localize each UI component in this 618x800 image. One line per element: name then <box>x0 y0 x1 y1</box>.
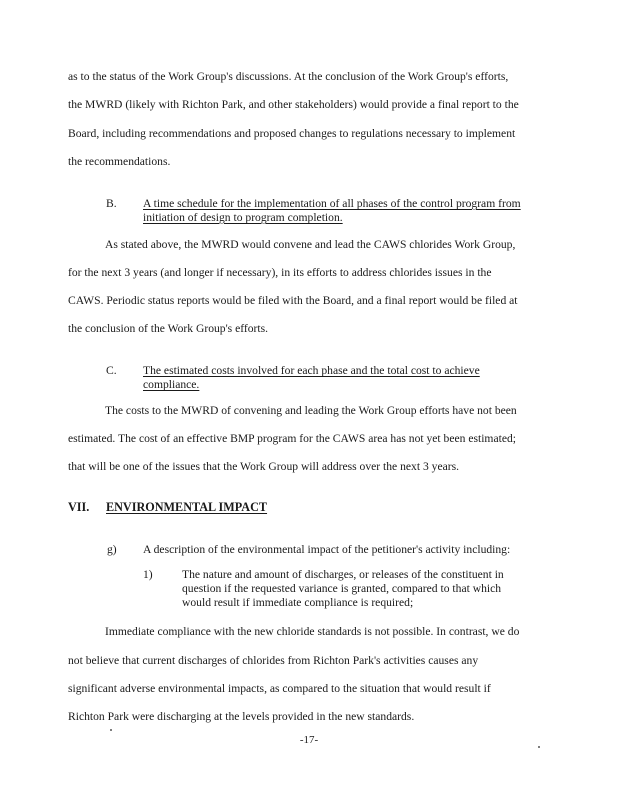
section-c-body-line: estimated. The cost of an effective BMP program for the CAWS area has not yet been estimated; <box>68 432 516 445</box>
section-c-body-line: The costs to the MWRD of convening and leading the Work Group efforts have not been <box>105 404 517 417</box>
final-paragraph-line: Immediate compliance with the new chloride standards is not possible. In contrast, we do <box>105 625 520 638</box>
section-c-marker: C. <box>106 364 117 377</box>
item-1-line: question if the requested variance is granted, compared to that which <box>182 582 502 595</box>
final-paragraph-line: significant adverse environmental impacts, as compared to the situation that would result if <box>68 682 491 695</box>
intro-line: as to the status of the Work Group's discussions. At the conclusion of the Work Group's efforts, <box>68 70 509 83</box>
section-c-title-line: The estimated costs involved for each phase and the total cost to achieve <box>143 364 480 377</box>
item-1-line: would result if immediate compliance is required; <box>182 596 414 609</box>
intro-line: Board, including recommendations and proposed changes to regulations necessary to implement <box>68 127 516 140</box>
page-number: -17- <box>299 734 319 746</box>
intro-line: the recommendations. <box>68 155 171 168</box>
section-c-title-line: compliance. <box>143 378 200 391</box>
item-1-marker: 1) <box>143 568 153 581</box>
section-b-body-line: the conclusion of the Work Group's efforts. <box>68 322 269 335</box>
section-b-title-line: A time schedule for the implementation of all phases of the control program from <box>143 197 521 210</box>
section-vii-number: VII. <box>68 500 90 514</box>
item-g-marker: g) <box>107 543 117 556</box>
scan-speck <box>110 729 112 731</box>
section-b-body-line: for the next 3 years (and longer if necessary), in its efforts to address chlorides issues in the <box>68 266 492 279</box>
final-paragraph-line: Richton Park were discharging at the levels provided in the new standards. <box>68 710 415 723</box>
section-c-body-line: that will be one of the issues that the Work Group will address over the next 3 years. <box>68 460 460 473</box>
item-g-text: A description of the environmental impact of the petitioner's activity including: <box>143 543 511 556</box>
section-vii-title: ENVIRONMENTAL IMPACT <box>106 500 268 514</box>
item-1-line: The nature and amount of discharges, or releases of the constituent in <box>182 568 504 581</box>
section-b-body-line: As stated above, the MWRD would convene and lead the CAWS chlorides Work Group, <box>105 238 516 251</box>
section-b-title-line: initiation of design to program completion. <box>143 211 343 224</box>
scan-speck <box>538 746 540 748</box>
final-paragraph-line: not believe that current discharges of chlorides from Richton Park's activities causes any <box>68 654 479 667</box>
section-b-body-line: CAWS. Periodic status reports would be filed with the Board, and a final report would be filed at <box>68 294 518 307</box>
section-b-marker: B. <box>106 197 117 210</box>
intro-line: the MWRD (likely with Richton Park, and other stakeholders) would provide a final report to the <box>68 98 519 111</box>
